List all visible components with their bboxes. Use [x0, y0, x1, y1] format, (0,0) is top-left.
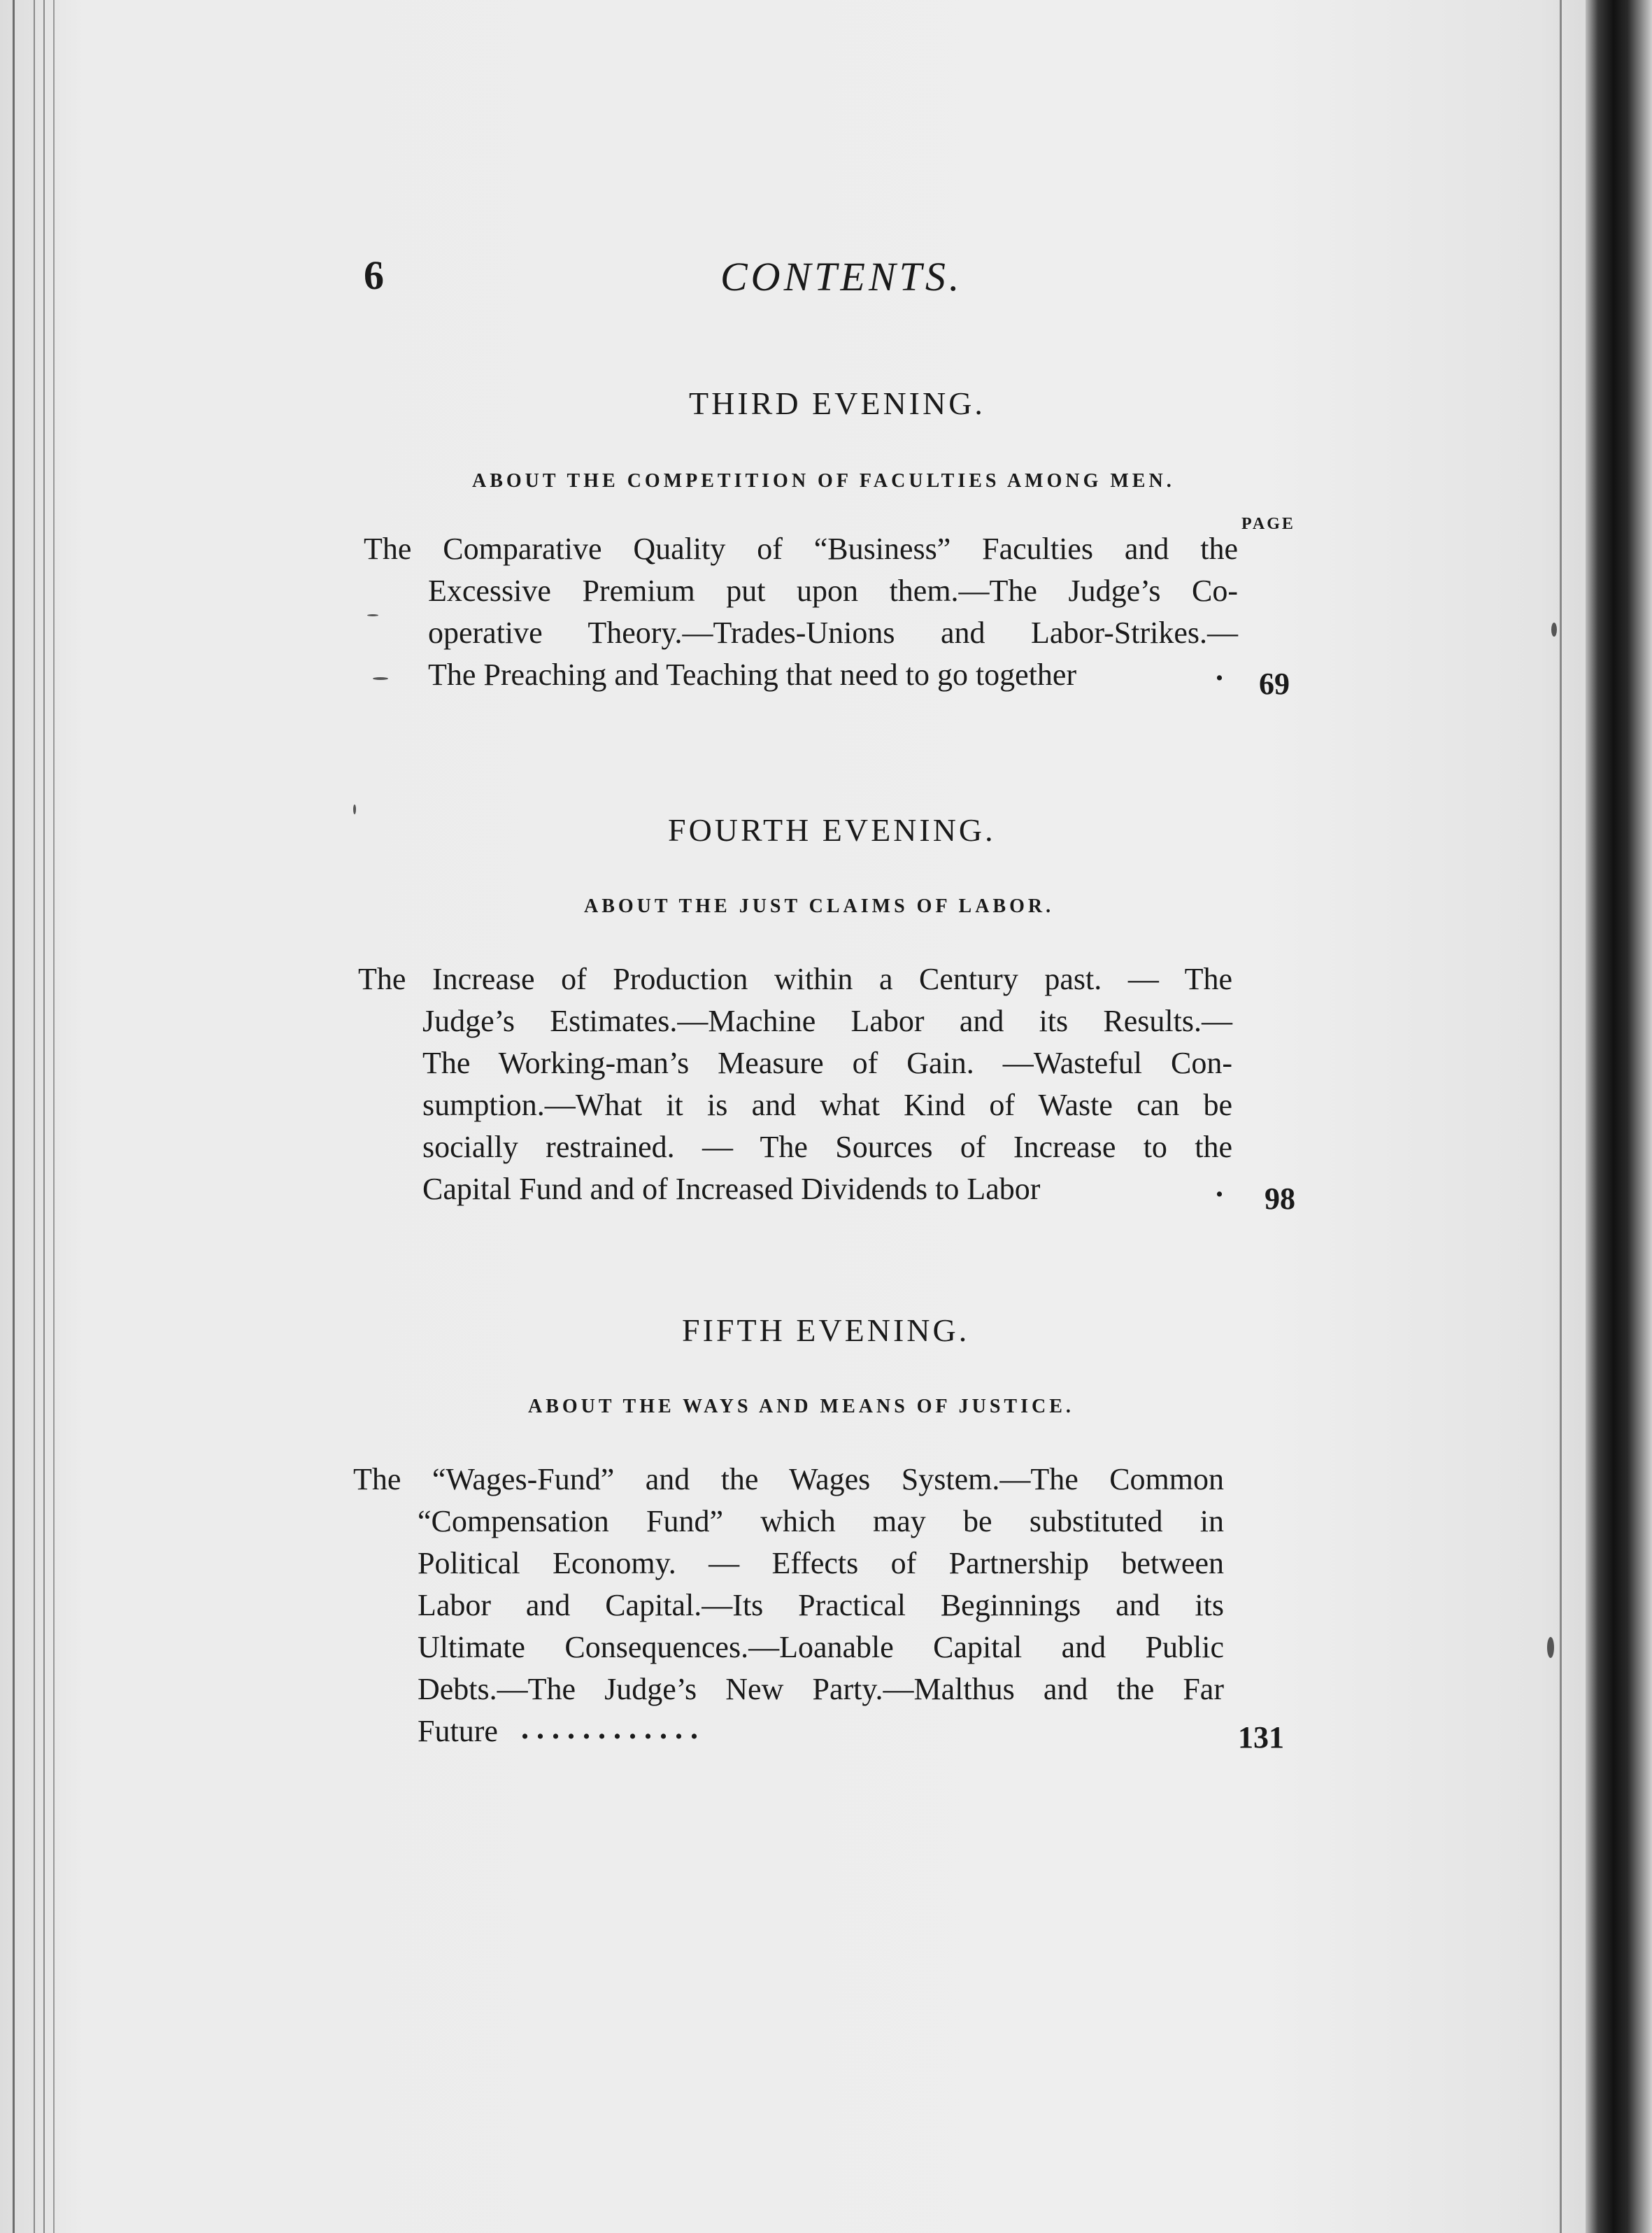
dot-leader: . — [1216, 1169, 1223, 1203]
entry-line: operative Theory.—Trades-Unions and Labor-Strikes.— — [428, 616, 1238, 650]
page-ref-fourth-evening: 98 — [1265, 1182, 1295, 1216]
page-ref-fifth-evening: 131 — [1238, 1720, 1284, 1754]
entry-line: The Increase of Production within a Century past. — The — [358, 962, 1232, 996]
scan-speck — [1547, 1637, 1554, 1658]
dot-leader: . — [1216, 653, 1223, 687]
scan-speck — [1551, 623, 1557, 637]
entry-line: Judge’s Estimates.—Machine Labor and its Results.— — [422, 1004, 1232, 1038]
running-head: CONTENTS. — [720, 254, 963, 299]
entry-line: The Comparative Quality of “Business” Faculties and the — [364, 532, 1238, 566]
scan-speck — [367, 614, 378, 616]
page-column-label: PAGE — [1241, 515, 1295, 533]
entry-line: The “Wages-Fund” and the Wages System.—The Common — [353, 1462, 1224, 1496]
page-ref-third-evening: 69 — [1259, 667, 1290, 701]
left-binding-edge — [0, 0, 77, 2233]
right-binding-edge — [1586, 0, 1652, 2233]
entry-line: The Preaching and Teaching that need to go together — [428, 658, 1077, 692]
page-number-folio: 6 — [364, 253, 384, 298]
scan-speck — [373, 677, 388, 680]
entry-line: socially restrained. — The Sources of Increase to the — [422, 1130, 1232, 1164]
section-title-fifth-evening: FIFTH EVENING. — [682, 1312, 970, 1348]
entry-line: sumption.—What it is and what Kind of Waste can be — [422, 1088, 1232, 1122]
entry-fourth-evening — [358, 958, 1232, 1210]
entry-line: Future — [418, 1714, 498, 1748]
dot-leader: . . . . . . . . . . . . — [521, 1711, 698, 1745]
right-page-edge-line — [1560, 0, 1562, 2233]
entry-fifth-evening — [353, 1459, 1224, 1752]
section-subtitle-third-evening: ABOUT THE COMPETITION OF FACULTIES AMONG MEN. — [472, 470, 1175, 492]
section-title-third-evening: THIRD EVENING. — [689, 385, 985, 421]
entry-line: “Compensation Fund” which may be substituted in — [418, 1504, 1224, 1538]
entry-third-evening — [364, 528, 1238, 696]
entry-line: Excessive Premium put upon them.—The Judge’s Co- — [428, 574, 1238, 608]
entry-line: The Working-man’s Measure of Gain. —Wasteful Con- — [422, 1046, 1232, 1080]
entry-line: Ultimate Consequences.—Loanable Capital and Public — [418, 1630, 1224, 1664]
section-title-fourth-evening: FOURTH EVENING. — [668, 812, 996, 848]
section-subtitle-fifth-evening: ABOUT THE WAYS AND MEANS OF JUSTICE. — [528, 1396, 1074, 1417]
entry-line: Capital Fund and of Increased Dividends to Labor — [422, 1172, 1041, 1206]
entry-line: Debts.—The Judge’s New Party.—Malthus and the Far — [418, 1672, 1224, 1706]
entry-line: Labor and Capital.—Its Practical Beginnings and its — [418, 1588, 1224, 1622]
entry-line: Political Economy. — Effects of Partnership between — [418, 1546, 1224, 1580]
scan-speck — [353, 804, 356, 814]
section-subtitle-fourth-evening: ABOUT THE JUST CLAIMS OF LABOR. — [584, 895, 1055, 917]
